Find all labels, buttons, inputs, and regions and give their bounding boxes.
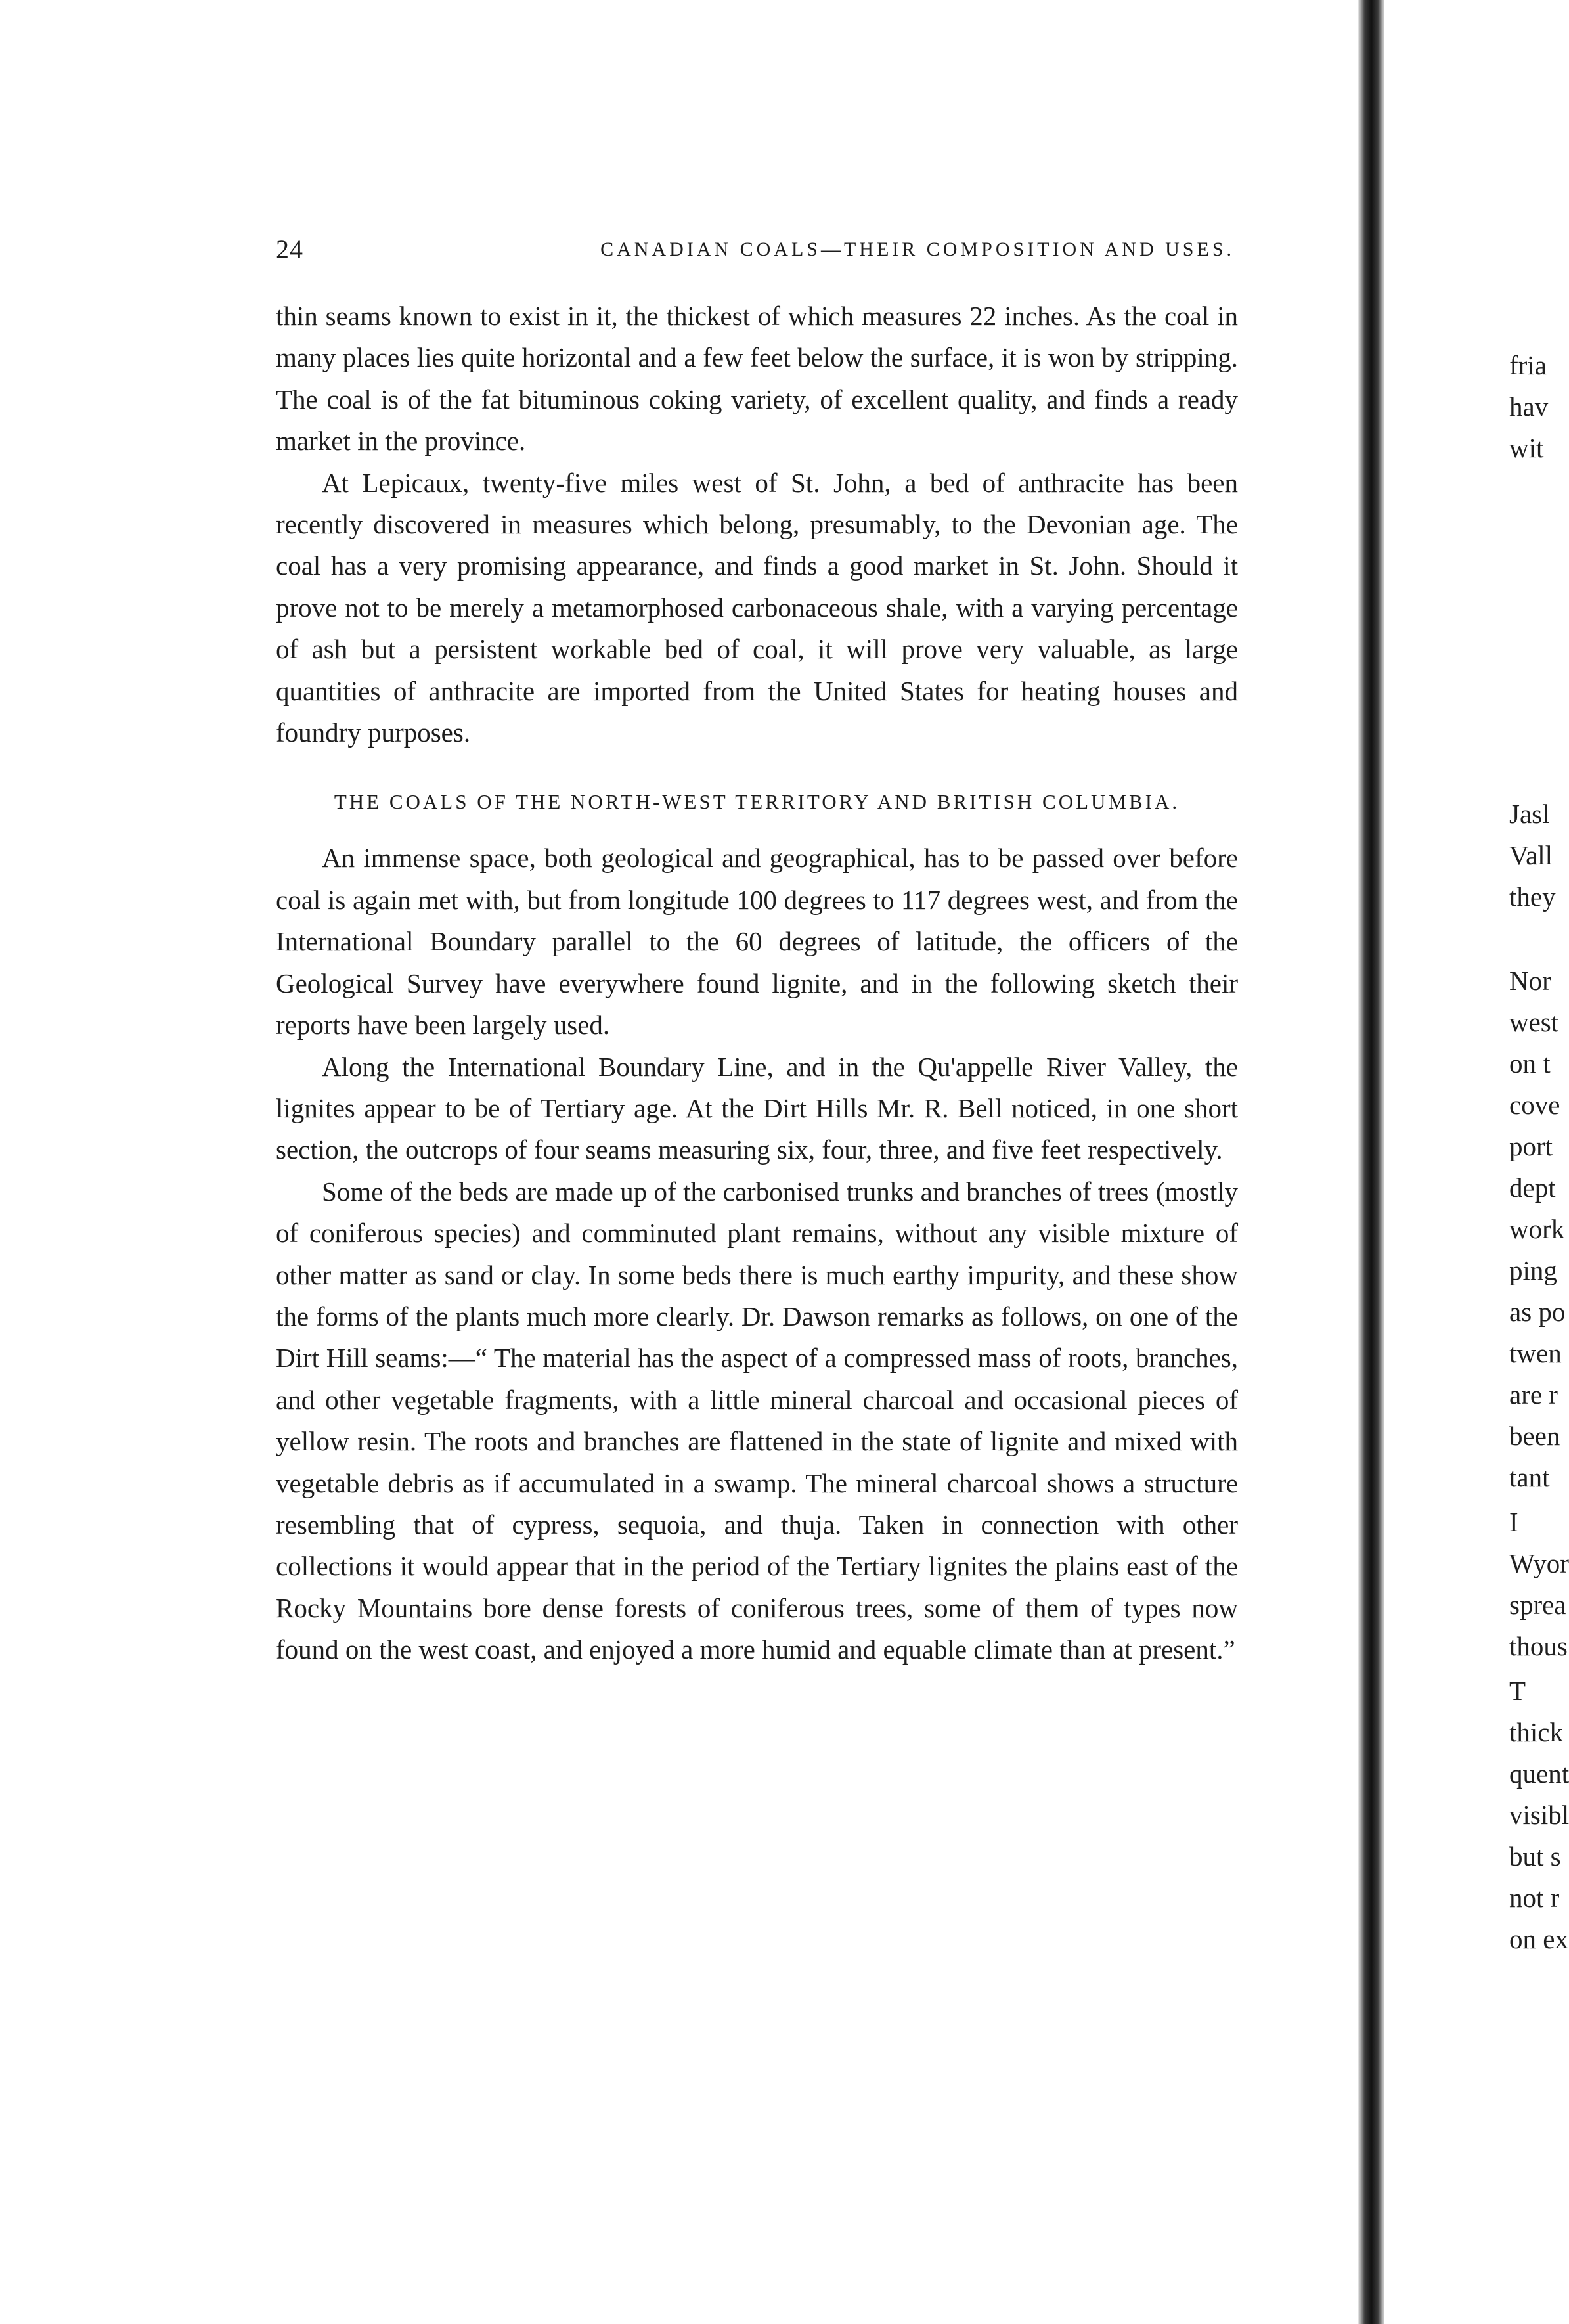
facing-line-fragment: cove: [1509, 1090, 1560, 1120]
facing-line-fragment: Nor: [1509, 966, 1551, 996]
paragraph-immense-space: An immense space, both geological and geographical, has to be passed over before coal is again met with, but from longitude 100 degrees to 117 degrees west, and from the International Boundary parallel to the 60 degrees of latitude, the officers of the Geological Survey have everywhere found lignite, and in the following sketch their reports have been largely used.: [276, 843, 1238, 1040]
body-text: [276, 296, 1238, 1671]
facing-line-fragment: on t: [1509, 1048, 1551, 1079]
book-gutter: [1358, 0, 1384, 2324]
facing-line-fragment: ping: [1509, 1255, 1557, 1285]
facing-line-fragment: Wyor: [1509, 1548, 1569, 1578]
facing-line-fragment: as po: [1509, 1297, 1566, 1327]
paragraph-boundary-line: Along the International Boundary Line, and in the Qu'appelle River Valley, the lignites appear to be of Tertiary age. At the Dirt Hills Mr. R. Bell noticed, in one short section, the outcrops of four seams measuring six, four, three, and five feet respectively.: [276, 1051, 1238, 1165]
facing-line-fragment: work: [1509, 1214, 1565, 1244]
facing-line-fragment: west: [1509, 1007, 1559, 1037]
facing-line-fragment: thick: [1509, 1717, 1563, 1747]
facing-line-fragment: visibl: [1509, 1800, 1569, 1830]
facing-line-fragment: Jasl: [1509, 799, 1550, 829]
facing-line-fragment: quent: [1509, 1758, 1569, 1789]
section-heading: THE COALS OF THE NORTH-WEST TERRITORY AND BRITISH COLUMBIA.: [334, 790, 1180, 814]
facing-line-fragment: twen: [1509, 1338, 1562, 1368]
facing-line-fragment: I: [1509, 1507, 1518, 1537]
book-page-right-cropped: [1384, 0, 1569, 2324]
paragraph-continuation: thin seams known to exist in it, the thickest of which measures 22 inches. As the coal in many places lies quite horizontal and a few feet below the surface, it is won by stripping. The coal is of the fat bituminous coking variety, of excellent quality, and finds a ready market in the province.: [276, 301, 1238, 457]
facing-line-fragment: but s: [1509, 1841, 1561, 1871]
paragraph-lepicaux: At Lepicaux, twenty-five miles west of St. John, a bed of anthracite has been recently discovered in measures which belong, presumably, to the Devonian age. The coal has a very promising appearance, and finds a good market in St. John. Should it prove not to be merely a metamorphosed carbonaceous shale, with a varying percentage of ash but a persistent workable bed of coal, it will prove very valuable, as large quantities of anthracite are imported from the United States for heating houses and foundry purposes.: [276, 467, 1238, 748]
facing-line-fragment: wit: [1509, 433, 1544, 463]
facing-line-fragment: T: [1509, 1676, 1526, 1706]
facing-line-fragment: port: [1509, 1131, 1553, 1161]
facing-line-fragment: they: [1509, 882, 1556, 912]
facing-line-fragment: thous: [1509, 1631, 1568, 1661]
facing-line-fragment: hav: [1509, 391, 1549, 422]
page-number: 24: [276, 235, 303, 264]
facing-line-fragment: are r: [1509, 1379, 1558, 1410]
facing-line-fragment: tant: [1509, 1462, 1550, 1492]
running-head: [276, 233, 1235, 266]
facing-line-fragment: sprea: [1509, 1590, 1566, 1620]
facing-line-fragment: fria: [1509, 350, 1547, 380]
facing-line-fragment: Vall: [1509, 840, 1553, 870]
facing-line-fragment: dept: [1509, 1173, 1556, 1203]
paragraph-carbonised-trunks: Some of the beds are made up of the carbonised trunks and branches of trees (mostly of coniferous species) and comminuted plant remains, without any visible mixture of other matter as sand or clay. In some beds there is much earthy impurity, and these show the forms of the plants much more clearly. Dr. Dawson remarks as follows, on one of the Dirt Hill seams:—“ The material has the aspect of a compressed mass of roots, branches, and other vegetable fragments, with a little mineral charcoal and occasional pieces of yellow resin. The roots and branches are flattened in the state of lignite and mixed with vegetable debris as if accumulated in a swamp. The mineral charcoal shows a structure resembling that of cypress, sequoia, and thuja. Taken in connection with other collections it would appear that in the period of the Tertiary lignites the plains east of the Rocky Mountains bore dense forests of coniferous trees, some of them of types now found on the west coast, and enjoyed a more humid and equable climate than at present.”: [276, 1176, 1238, 1665]
running-title: CANADIAN COALS—THEIR COMPOSITION AND USES.: [600, 238, 1235, 260]
facing-line-fragment: not r: [1509, 1883, 1560, 1913]
facing-line-fragment: on ex: [1509, 1924, 1568, 1954]
facing-line-fragment: been: [1509, 1421, 1560, 1451]
